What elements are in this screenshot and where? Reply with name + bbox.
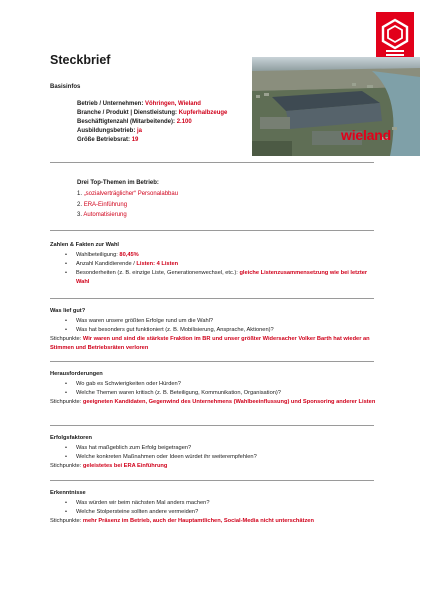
stichpunkte: Stichpunkte: geleistetes bei ERA Einführung (50, 463, 168, 469)
basis-row: Ausbildungsbetrieb: ja (77, 128, 143, 134)
list-item: • Welche Stolpersteine sollten andere vermeiden? (65, 509, 199, 515)
went-well-section (50, 307, 380, 353)
list-item: • Was hat besonders gut funktioniert (z. B. Mobilisierung, Ansprache, Aktionen)? (65, 327, 274, 333)
top-topics-list (77, 189, 178, 221)
list-item: 1. „sozialverträglicher“ Personalabbau (77, 191, 179, 197)
section-heading: Zahlen & Fakten zur Wahl (50, 242, 119, 248)
list-item: • Was würden wir beim nächsten Mal anders machen? (65, 500, 210, 506)
list-item: • Welche Themen waren kritisch (z. B. Beteiligung, Kommunikation, Organisation)? (65, 390, 281, 396)
stichpunkte: Stichpunkte: mehr Präsenz im Betrieb, auch der Hauptamtlichen, Social-Media nicht unterschätzen (50, 518, 314, 524)
success-section (50, 434, 380, 471)
list-item: • Anzahl Kandidierende / Listen: 4 Listen (65, 261, 179, 267)
basis-row: Branche / Produkt | Dienstleistung: Kupferhalbzeuge (77, 110, 228, 116)
section-heading: Was lief gut? (50, 308, 86, 314)
stichpunkte: Stichpunkte: Wir waren und sind die stärkste Fraktion im BR und unser größter Widersacher Volker Barth hat wieder an Stimmen und Betriebsräten verloren (50, 336, 370, 351)
divider (50, 480, 374, 481)
list-item: • Wahlbeteiligung: 80,45% (65, 252, 139, 258)
list-item: • Wo gab es Schwierigkeiten oder Hürden? (65, 381, 181, 387)
insights-section (50, 489, 380, 526)
divider (50, 298, 374, 299)
basis-row: Größe Betriebsrat: 19 (77, 137, 139, 143)
basis-row: Beschäftigtenzahl (Mitarbeitende): 2.100 (77, 119, 192, 125)
divider (50, 361, 374, 362)
stichpunkte: Stichpunkte: geeigneten Kandidaten, Gegenwind des Unternehmens (Wahlbeeinflussung) und Sponsoring anderer Listen (50, 399, 376, 405)
challenges-section (50, 370, 380, 407)
section-heading: Erfolgsfaktoren (50, 435, 93, 441)
section-heading: Herausforderungen (50, 371, 103, 377)
list-item: • Was hat maßgeblich zum Erfolg beigetragen? (65, 445, 192, 451)
basis-row: Betrieb / Unternehmen: Vöhringen, Wieland (77, 101, 201, 107)
list-item: • Was waren unsere größten Erfolge rund um die Wahl? (65, 318, 214, 324)
divider (50, 162, 374, 163)
facts-section (50, 241, 380, 287)
list-item: 2. ERA-Einführung (77, 201, 128, 208)
list-item: • Besonderheiten (z. B. einzige Liste, Generationenwechsel, etc.): gleiche Listenzusammensetzung wie bei letzter Wahl (65, 270, 368, 285)
basis-heading: Basisinfos (50, 84, 81, 90)
basis-info (77, 100, 227, 145)
wieland-brand-text: wieland (341, 127, 391, 143)
divider (50, 425, 374, 426)
list-item: 3. Automatisierung (77, 212, 127, 218)
page-title: Steckbrief (50, 53, 111, 67)
divider (50, 230, 374, 231)
factory-aerial-photo (252, 57, 420, 156)
section-heading: Erkenntnisse (50, 490, 86, 496)
top-topics-heading: Drei Top-Themen im Betrieb: (77, 180, 159, 186)
list-item: • Welche konkreten Maßnahmen oder Ideen würdet ihr weiterempfehlen? (65, 454, 257, 460)
